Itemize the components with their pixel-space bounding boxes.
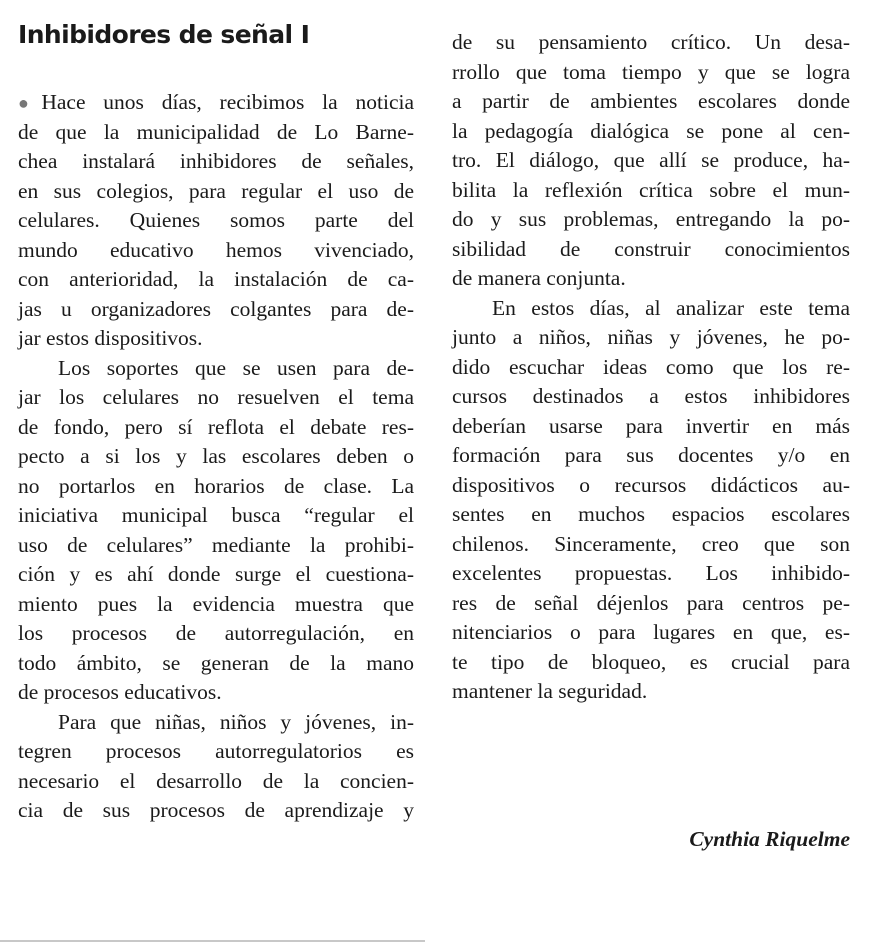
- text-line: en sus colegios, para regular el uso de: [18, 178, 414, 203]
- text-line: dido escuchar ideas como que los re-: [452, 354, 850, 379]
- text-line: mantener la seguridad.: [452, 679, 648, 703]
- text-line: formación para sus docentes y/o en: [452, 443, 850, 467]
- text-line: Los soportes que se usen para de-: [58, 355, 414, 380]
- text-line: te tipo de bloqueo, es crucial para: [452, 649, 850, 674]
- text-line: de manera conjunta.: [452, 266, 626, 290]
- text-line: todo ámbito, se generan de la mano: [18, 650, 414, 675]
- text-line: iniciativa municipal busca “regular el: [18, 503, 414, 527]
- text-line: cursos destinados a estos inhibidores: [452, 384, 850, 408]
- text-line: necesario el desarrollo de la concien-: [18, 768, 414, 793]
- right-column-text: [452, 28, 850, 707]
- text-line: En estos días, al analizar este tema: [492, 295, 850, 320]
- text-line: de que la municipalidad de Lo Barne-: [18, 119, 414, 144]
- text-line: con anterioridad, la instalación de ca-: [18, 267, 414, 291]
- author-signature: Cynthia Riquelme: [689, 827, 850, 851]
- text-line: do y sus problemas, entregando la po-: [452, 207, 850, 231]
- text-line: rrollo que toma tiempo y que se logra: [452, 59, 850, 84]
- text-line: a partir de ambientes escolares donde: [452, 89, 850, 113]
- text-line: de procesos educativos.: [18, 680, 222, 704]
- text-line: nitenciarios o para lugares en que, es-: [452, 620, 850, 644]
- text-line: excelentes propuestas. Los inhibido-: [452, 561, 850, 585]
- text-line: chilenos. Sinceramente, creo que son: [452, 531, 850, 556]
- text-line: junto a niños, niñas y jóvenes, he po-: [452, 325, 850, 349]
- column-divider: [432, 0, 433, 947]
- text-line: no portarlos en horarios de clase. La: [18, 473, 414, 498]
- bullet-icon: ●: [18, 93, 42, 113]
- text-line: dispositivos o recursos didácticos au-: [452, 472, 850, 497]
- text-line: ●Hace unos días, recibimos la noticia: [18, 90, 415, 114]
- text-line: la pedagogía dialógica se pone al cen-: [452, 118, 850, 143]
- bottom-rule: [0, 940, 425, 942]
- text-line: mundo educativo hemos vivenciado,: [18, 237, 414, 262]
- text-line: jar los celulares no resuelven el tema: [18, 385, 414, 409]
- text-line: jar estos dispositivos.: [18, 326, 203, 350]
- text-line: tegren procesos autorregulatorios es: [18, 739, 414, 763]
- article-title: Inhibidores de señal I: [18, 20, 310, 49]
- text-line: de fondo, pero sí reflota el debate res-: [18, 414, 414, 439]
- text-line: res de señal déjenlos para centros pe-: [452, 590, 850, 615]
- text-line: jas u organizadores colgantes para de-: [18, 296, 414, 321]
- text-line: sibilidad de construir conocimientos: [452, 236, 850, 261]
- text-line: los procesos de autorregulación, en: [18, 621, 414, 645]
- text-line: de su pensamiento crítico. Un desa-: [452, 30, 850, 54]
- text-line: celulares. Quienes somos parte del: [18, 208, 414, 232]
- text-line: uso de celulares” mediante la prohibi-: [18, 532, 414, 557]
- text-line: chea instalará inhibidores de señales,: [18, 149, 414, 173]
- text-line: bilita la reflexión crítica sobre el mun-: [452, 177, 850, 202]
- text-line: ción y es ahí donde surge el cuestiona-: [18, 562, 414, 586]
- text-line: sentes en muchos espacios escolares: [452, 502, 850, 526]
- text-line: tro. El diálogo, que allí se produce, ha-: [452, 148, 850, 172]
- text-line: deberían usarse para invertir en más: [452, 413, 850, 438]
- text-line: Para que niñas, niños y jóvenes, in-: [58, 709, 414, 734]
- text-line: miento pues la evidencia muestra que: [18, 591, 414, 616]
- text-line: cia de sus procesos de aprendizaje y: [18, 798, 414, 822]
- left-column-text: [18, 88, 414, 826]
- text-line: pecto a si los y las escolares deben o: [18, 444, 414, 468]
